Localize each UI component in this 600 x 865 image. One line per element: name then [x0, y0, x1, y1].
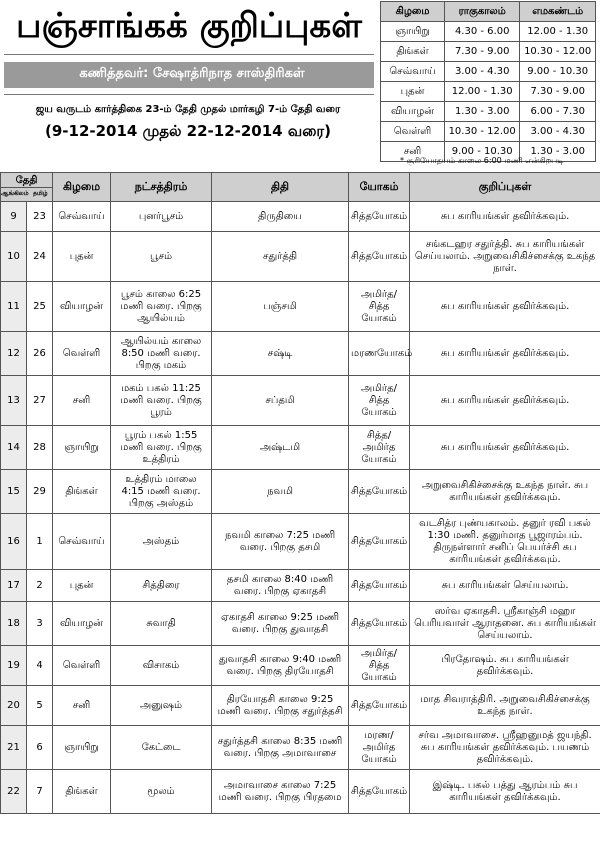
weekday: திங்கள் [53, 470, 111, 514]
divider [4, 94, 374, 95]
nakshatram: அனுஷம் [111, 686, 212, 726]
weekday: ஞாயிறு [53, 726, 111, 770]
rahu-day: வெள்ளி [381, 122, 445, 142]
table-row [1, 470, 600, 514]
yogam: அமிர்த/சித்த யோகம் [349, 282, 410, 332]
date-english: 19 [1, 646, 27, 686]
date-tamil: 25 [27, 282, 53, 332]
main-header-row [1, 173, 600, 202]
nakshatram: புனர்பூசம் [111, 202, 212, 232]
table-row [1, 514, 600, 570]
rahu-day: செவ்வாய் [381, 62, 445, 82]
nakshatram: சுவாதி [111, 602, 212, 646]
rahu-row [381, 122, 596, 142]
nakshatram: மகம் பகல் 11:25 மணி வரை. பிறகு பூரம் [111, 376, 212, 426]
date-tamil: 29 [27, 470, 53, 514]
date-header-label: தேதி [1, 174, 52, 188]
date-sub-tamil: தமிழ் [32, 190, 48, 197]
table-row [1, 686, 600, 726]
weekday: சனி [53, 376, 111, 426]
date-tamil: 5 [27, 686, 53, 726]
nakshatram: அஸ்தம் [111, 514, 212, 570]
rahu-row [381, 62, 596, 82]
nakshatram: பூசம் காலை 6:25 மணி வரை. பிறகு ஆயில்யம் [111, 282, 212, 332]
author-bar [4, 62, 374, 88]
weekday: வியாழன் [53, 282, 111, 332]
notes: மாத சிவராத்திரி. அறுவைசிகிச்சைக்கு உகந்த நாள். [410, 686, 600, 726]
yama-kandam-time: 9.00 - 10.30 [520, 62, 596, 82]
table-row [1, 332, 600, 376]
date-english: 17 [1, 570, 27, 602]
notes: சுப காரியங்கள் தவிர்க்கவும். [410, 376, 600, 426]
date-tamil: 3 [27, 602, 53, 646]
panchangam-table [0, 172, 600, 814]
date-tamil: 4 [27, 646, 53, 686]
nakshatram: பூரம் பகல் 1:55 மணி வரை. பிறகு உத்திரம் [111, 426, 212, 470]
nakshatram: பூசம் [111, 232, 212, 282]
tithi: தசமி காலை 8:40 மணி வரை. பிறகு ஏகாதசி [212, 570, 349, 602]
header-star: நட்சத்திரம் [111, 173, 212, 202]
rahu-kalam-time: 10.30 - 12.00 [445, 122, 520, 142]
author-text: கணித்தவர்: சேஷாத்ரிநாத சாஸ்திரிகள் [79, 66, 305, 81]
table-row [1, 232, 600, 282]
date-english: 15 [1, 470, 27, 514]
yogam: சித்தயோகம் [349, 570, 410, 602]
notes: சுப காரியங்கள் தவிர்க்கவும். [410, 282, 600, 332]
tithi: அஷ்டமி [212, 426, 349, 470]
rahu-header-row [381, 2, 596, 22]
nakshatram: உத்திரம் மாலை 4:15 மணி வரை. பிறகு அஸ்தம் [111, 470, 212, 514]
yogam: சித்தயோகம் [349, 514, 410, 570]
nakshatram: விசாகம் [111, 646, 212, 686]
notes: இஷ்டி. பகல் பத்து ஆரம்பம் சுப காரியங்கள் தவிர்க்கவும். [410, 770, 600, 814]
rahu-row [381, 102, 596, 122]
table-row [1, 282, 600, 332]
yama-kandam-time: 3.00 - 4.30 [520, 122, 596, 142]
yogam: சித்தயோகம் [349, 202, 410, 232]
weekday: வெள்ளி [53, 646, 111, 686]
header-yogam: யோகம் [349, 173, 410, 202]
date-english: 16 [1, 514, 27, 570]
rahu-kalam-time: 4.30 - 6.00 [445, 22, 520, 42]
date-english: 20 [1, 686, 27, 726]
yama-kandam-time: 7.30 - 9.00 [520, 82, 596, 102]
notes: பிரதோஷம். சுப காரியங்கள் தவிர்க்கவும். [410, 646, 600, 686]
rahu-kalam-time: 12.00 - 1.30 [445, 82, 520, 102]
date-english: 14 [1, 426, 27, 470]
yogam: அமிர்த/சித்த யோகம் [349, 376, 410, 426]
weekday: வியாழன் [53, 602, 111, 646]
notes: சங்கடஹர சதுர்த்தி. சுப காரியங்கள் செய்யலாம். அறுவைசிகிச்சைக்கு உகந்த நாள். [410, 232, 600, 282]
date-tamil: 7 [27, 770, 53, 814]
table-row [1, 646, 600, 686]
notes: சர்வ அமாவாசை. ஸ்ரீஹனுமத் ஜயந்தி. சுப காரியங்கள் தவிர்க்கவும். பயணம் தவிர்க்கவும். [410, 726, 600, 770]
nakshatram: கேட்டை [111, 726, 212, 770]
header-notes: குறிப்புகள் [410, 173, 600, 202]
date-header [1, 173, 53, 202]
rahu-kalam-time: 1.30 - 3.00 [445, 102, 520, 122]
date-english: 21 [1, 726, 27, 770]
tithi: சதுர்த்தசி காலை 8:35 மணி வரை. பிறகு அமாவாசை [212, 726, 349, 770]
yama-kandam-time: 12.00 - 1.30 [520, 22, 596, 42]
yama-kandam-time: 6.00 - 7.30 [520, 102, 596, 122]
weekday: புதன் [53, 232, 111, 282]
tithi: அமாவாசை காலை 7:25 மணி வரை. பிறகு பிரதமை [212, 770, 349, 814]
rahu-day: சனி [381, 142, 445, 162]
yama-kandam-time: 1.30 - 3.00 [520, 142, 596, 162]
date-english: 11 [1, 282, 27, 332]
rahu-kalam-time: 3.00 - 4.30 [445, 62, 520, 82]
footnote: * சூரியோதயம் காலை 6:00 மணி என்கிறபடி [400, 156, 564, 165]
yama-kandam-time: 10.30 - 12.00 [520, 42, 596, 62]
date-english: 22 [1, 770, 27, 814]
notes: வடசித்ர புண்யகாலம். தனுர் ரவி பகல் 1:30 மணி. தனுர்மாத பூஜாரம்பம். திருநள்ளார் சனிப் பெயர்ச்சி சுப காரியங்கள் தவிர்க்கவும். [410, 514, 600, 570]
weekday: செவ்வாய் [53, 202, 111, 232]
tithi: துவாதசி காலை 9:40 மணி வரை. பிறகு திரயோதசி [212, 646, 349, 686]
date-tamil: 23 [27, 202, 53, 232]
table-row [1, 376, 600, 426]
weekday: புதன் [53, 570, 111, 602]
notes: சுப காரியங்கள் தவிர்க்கவும். [410, 426, 600, 470]
yogam: சித்தயோகம் [349, 602, 410, 646]
rahu-kalam-time: 9.00 - 10.30 [445, 142, 520, 162]
notes: சுப காரியங்கள் தவிர்க்கவும். [410, 202, 600, 232]
nakshatram: மூலம் [111, 770, 212, 814]
header-day: கிழமை [53, 173, 111, 202]
rahu-day: புதன் [381, 82, 445, 102]
date-english: 10 [1, 232, 27, 282]
weekday: வெள்ளி [53, 332, 111, 376]
yogam: சித்தயோகம் [349, 770, 410, 814]
rahu-header-yama: எமகண்டம் [520, 2, 596, 22]
date-tamil: 1 [27, 514, 53, 570]
notes: அறுவைசிகிச்சைக்கு உகந்த நாள். சுப காரியங்கள் தவிர்க்கவும். [410, 470, 600, 514]
rahu-kalam-table [380, 1, 596, 162]
table-row [1, 202, 600, 232]
date-tamil: 24 [27, 232, 53, 282]
weekday: சனி [53, 686, 111, 726]
page-title: பஞ்சாங்கக் குறிப்புகள் [16, 6, 362, 46]
header-tithi: திதி [212, 173, 349, 202]
nakshatram: ஆயில்யம் காலை 8:50 மணி வரை. பிறகு மகம் [111, 332, 212, 376]
notes: ஸர்வ ஏகாதசி. ஸ்ரீகாஞ்சி மஹா பெரியவாள் ஆராதனை. சுப காரியங்கள் செய்யலாம். [410, 602, 600, 646]
table-row [1, 770, 600, 814]
yogam: மரணயோகம் [349, 332, 410, 376]
weekday: திங்கள் [53, 770, 111, 814]
table-row [1, 570, 600, 602]
date-english: 13 [1, 376, 27, 426]
date-english: 9 [1, 202, 27, 232]
tithi: சதுர்த்தி [212, 232, 349, 282]
period-line: ஜய வருடம் கார்த்திகை 23-ம் தேதி முதல் மார்கழி 7-ம் தேதி வரை [35, 104, 341, 115]
date-tamil: 2 [27, 570, 53, 602]
tithi: நவமி [212, 470, 349, 514]
date-tamil: 6 [27, 726, 53, 770]
yogam: அமிர்த/சித்த யோகம் [349, 646, 410, 686]
tithi: நவமி காலை 7:25 மணி வரை. பிறகு தசமி [212, 514, 349, 570]
divider [4, 54, 374, 55]
rahu-day: ஞாயிறு [381, 22, 445, 42]
date-tamil: 28 [27, 426, 53, 470]
weekday: செவ்வாய் [53, 514, 111, 570]
tithi: பஞ்சமி [212, 282, 349, 332]
yogam: சித்தயோகம் [349, 232, 410, 282]
date-range: (9-12-2014 முதல் 22-12-2014 வரை) [44, 122, 331, 140]
date-english: 18 [1, 602, 27, 646]
weekday: ஞாயிறு [53, 426, 111, 470]
rahu-day: திங்கள் [381, 42, 445, 62]
header [0, 0, 376, 158]
yogam: சித்தயோகம் [349, 470, 410, 514]
tithi: சப்தமி [212, 376, 349, 426]
rahu-kalam-time: 7.30 - 9.00 [445, 42, 520, 62]
date-sub-eng: ஆங்கிலம் [1, 190, 29, 197]
tithi: சஷ்டி [212, 332, 349, 376]
rahu-row [381, 42, 596, 62]
yogam: மரண/அமிர்த யோகம் [349, 726, 410, 770]
yogam: சித்தயோகம் [349, 686, 410, 726]
notes: சுப காரியங்கள் செய்யலாம். [410, 570, 600, 602]
rahu-header-rahu: ராகுகாலம் [445, 2, 520, 22]
tithi: ஏகாதசி காலை 9:25 மணி வரை. பிறகு துவாதசி [212, 602, 349, 646]
date-english: 12 [1, 332, 27, 376]
notes: சுப காரியங்கள் தவிர்க்கவும். [410, 332, 600, 376]
table-row [1, 726, 600, 770]
table-row [1, 602, 600, 646]
date-tamil: 27 [27, 376, 53, 426]
table-row [1, 426, 600, 470]
rahu-day: வியாழன் [381, 102, 445, 122]
date-tamil: 26 [27, 332, 53, 376]
rahu-row [381, 22, 596, 42]
rahu-header-day: கிழமை [381, 2, 445, 22]
yogam: சித்த/அமிர்த யோகம் [349, 426, 410, 470]
nakshatram: சித்திரை [111, 570, 212, 602]
tithi: திருதியை [212, 202, 349, 232]
tithi: திரயோதசி காலை 9:25 மணி வரை. பிறகு சதுர்த்தசி [212, 686, 349, 726]
rahu-row [381, 82, 596, 102]
